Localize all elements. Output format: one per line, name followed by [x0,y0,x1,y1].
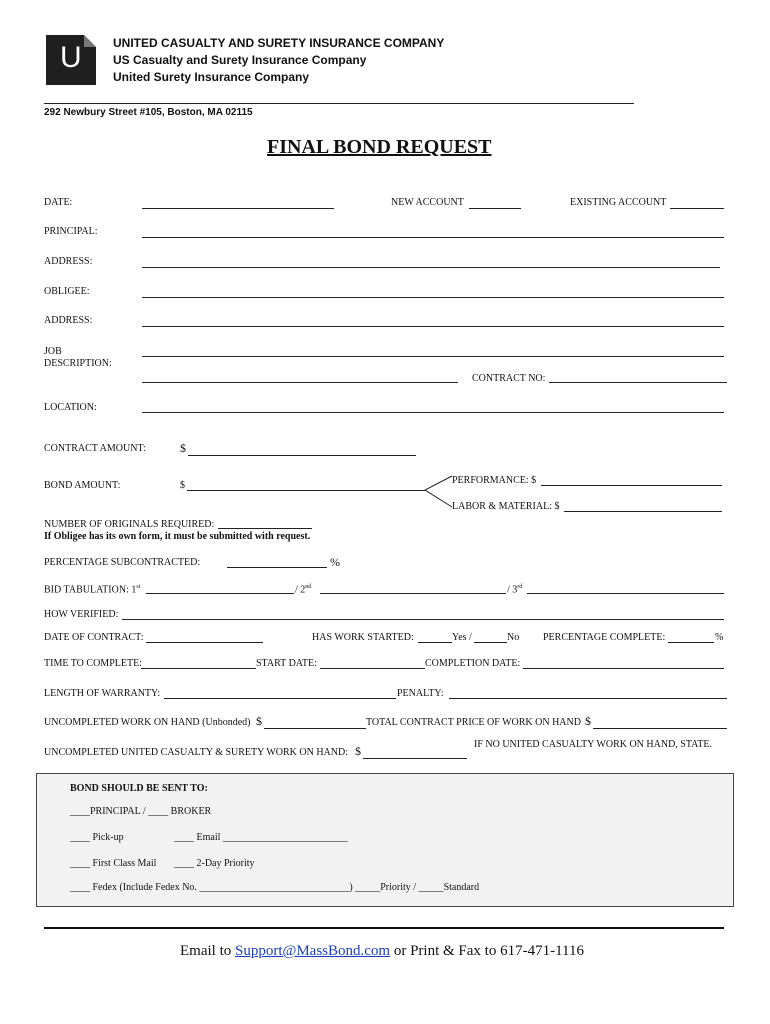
company-address: 292 Newbury Street #105, Boston, MA 02115 [44,107,253,118]
new-account-field[interactable] [469,208,521,209]
performance-field[interactable] [541,485,722,486]
support-email-link[interactable]: Support@MassBond.com [235,943,391,959]
send-to-heading: BOND SHOULD BE SENT TO: [70,783,208,794]
page-title: FINAL BOND REQUEST [267,136,492,158]
originals-field[interactable] [218,528,312,529]
principal-field[interactable] [142,237,724,238]
contract-amount-label: CONTRACT AMOUNT: [44,443,146,454]
footer-text [180,943,584,960]
contract-no-field[interactable] [549,382,727,383]
uncompleted-field[interactable] [264,728,366,729]
labor-material-field[interactable] [564,511,722,512]
originals-label: NUMBER OF ORIGINALS REQUIRED: [44,519,215,530]
labor-material-label: LABOR & MATERIAL: $ [452,501,560,512]
date-label: DATE: [44,197,73,208]
pct-sub-percent: % [330,555,340,569]
send-2day[interactable]: ____ 2-Day Priority [174,858,255,869]
yes-label: Yes / [452,632,472,643]
header-rule [44,103,634,104]
bid-tab-3-field[interactable] [527,593,724,594]
how-verified-field[interactable] [122,619,724,620]
work-started-yes-field[interactable] [418,642,452,643]
ord-nd: nd [305,584,312,590]
obligee-label: OBLIGEE: [44,286,90,297]
send-first-class[interactable]: ____ First Class Mail [70,858,157,869]
slash-3: / 3 [507,584,518,596]
bid-tab-label [44,584,140,595]
date-contract-field[interactable] [146,642,263,643]
warranty-field[interactable] [164,698,396,699]
slash-2: / 2 [295,584,306,596]
pct-complete-label: PERCENTAGE COMPLETE: [543,632,666,643]
bond-split-bracket [424,474,454,510]
uncompleted-label: UNCOMPLETED WORK ON HAND (Unbonded) [44,717,251,728]
location-label: LOCATION: [44,402,97,413]
send-to-box [36,773,734,907]
company-name-1: UNITED CASUALTY AND SURETY INSURANCE COMPANY [113,36,445,50]
completion-date-field[interactable] [523,668,724,669]
start-date-field[interactable] [320,668,425,669]
pct-sub-field[interactable] [227,567,327,568]
job-label: JOB [44,346,62,357]
uncompleted-dollar: $ [256,714,262,728]
total-contract-dollar: $ [585,714,591,728]
footer-suffix: or Print & Fax to 617-471-1116 [390,943,584,959]
bid-tab-2-field[interactable] [320,593,506,594]
contract-amount-dollar: $ [180,441,186,455]
no-label: No [507,632,520,643]
uncompleted-ucs-label: UNCOMPLETED UNITED CASUALTY & SURETY WORK ON HAND: [44,747,348,758]
company-logo [46,35,96,85]
job-description-field[interactable] [142,356,724,357]
principal-label: PRINCIPAL: [44,226,98,237]
bid-tab-2-label [295,584,311,595]
pct-complete-percent: % [715,632,724,643]
obligee-form-note: If Obligee has its own form, it must be submitted with request. [44,531,311,542]
job-description-field-2[interactable] [142,382,458,383]
logo-letter: U [60,41,82,74]
penalty-field[interactable] [449,698,727,699]
obligee-address-label: ADDRESS: [44,315,93,326]
description-label: DESCRIPTION: [44,358,112,369]
send-fedex[interactable]: ____ Fedex (Include Fedex No. ______________________________) _____Priority / _____Standard [70,882,480,893]
if-no-label: IF NO UNITED CASUALTY WORK ON HAND, STATE. [474,739,712,750]
bid-tab-3-label [507,584,522,595]
uncompleted-ucs-field[interactable] [363,758,467,759]
completion-date-label: COMPLETION DATE: [425,658,521,669]
bid-tab-1-field[interactable] [146,593,294,594]
bond-amount-dollar: $ [180,480,185,491]
obligee-address-field[interactable] [142,326,724,327]
ord-st: st [136,584,141,590]
pct-complete-field[interactable] [668,642,714,643]
uncompleted-ucs-dollar: $ [355,744,361,758]
bond-amount-field[interactable] [187,490,425,491]
date-field[interactable] [142,208,334,209]
contract-no-label: CONTRACT NO: [472,373,546,384]
pct-sub-label: PERCENTAGE SUBCONTRACTED: [44,557,201,568]
contract-amount-field[interactable] [188,455,416,456]
send-principal-broker[interactable]: ____PRINCIPAL / ____ BROKER [70,806,212,817]
footer-rule [44,927,724,929]
total-contract-label: TOTAL CONTRACT PRICE OF WORK ON HAND [366,717,581,728]
date-contract-label: DATE OF CONTRACT: [44,632,144,643]
footer-prefix: Email to [180,943,235,959]
existing-account-label: EXISTING ACCOUNT [570,197,667,208]
existing-account-field[interactable] [670,208,724,209]
company-name-2: US Casualty and Surety Insurance Company [113,53,367,67]
total-contract-field[interactable] [593,728,727,729]
time-complete-label: TIME TO COMPLETE: [44,658,142,669]
ord-rd: rd [517,584,523,590]
bond-amount-label: BOND AMOUNT: [44,480,121,491]
performance-label: PERFORMANCE: $ [452,475,537,486]
obligee-field[interactable] [142,297,724,298]
send-pickup[interactable]: ____ Pick-up [70,832,124,843]
bid-tab-text: BID TABULATION: 1 [44,584,137,596]
work-started-no-field[interactable] [474,642,507,643]
work-started-label: HAS WORK STARTED: [312,632,414,643]
penalty-label: PENALTY: [397,688,444,699]
principal-address-field[interactable] [142,267,720,268]
time-complete-field[interactable] [141,668,256,669]
send-email[interactable]: ____ Email _________________________ [174,832,348,843]
new-account-label: NEW ACCOUNT [391,197,464,208]
principal-address-label: ADDRESS: [44,256,93,267]
warranty-label: LENGTH OF WARRANTY: [44,688,161,699]
company-name-3: United Surety Insurance Company [113,70,310,84]
location-field[interactable] [142,412,724,413]
how-verified-label: HOW VERIFIED: [44,609,119,620]
start-date-label: START DATE: [256,658,317,669]
